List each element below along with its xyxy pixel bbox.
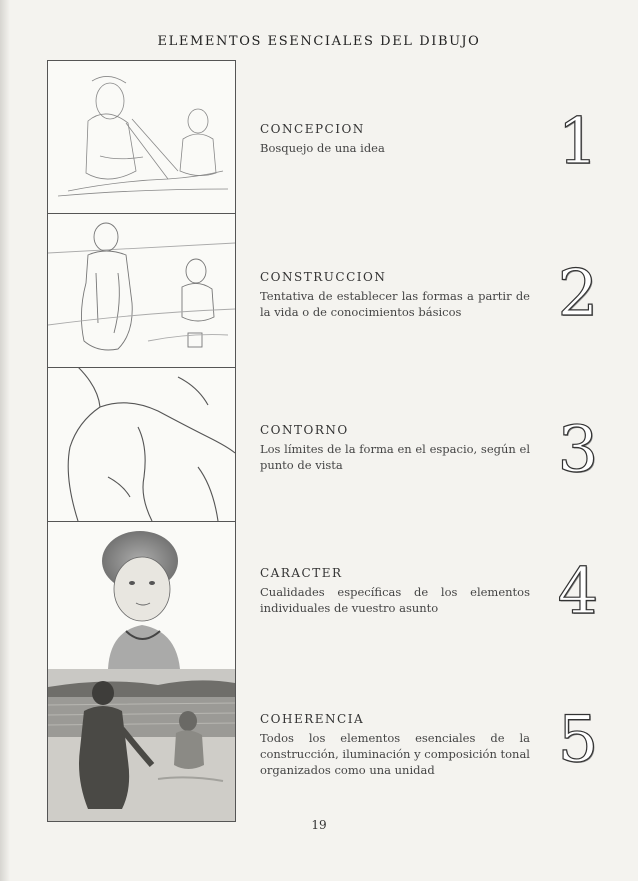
child-portrait-sketch-icon: [48, 521, 235, 669]
page-number: 19: [311, 818, 327, 832]
section-title: COHERENCIA: [260, 712, 365, 726]
section-title: CARACTER: [260, 566, 343, 580]
section-description: Tentativa de establecer las formas a partir de la vida o de conocimientos básicos: [260, 289, 530, 319]
illustration-coherencia: [48, 669, 235, 821]
section-coherencia: [260, 712, 540, 778]
numeral-2: 2: [557, 257, 599, 331]
finished-beach-scene-icon: [48, 669, 235, 821]
section-caracter: [260, 566, 540, 616]
section-construccion: [260, 270, 540, 320]
section-title: CONTORNO: [260, 423, 349, 437]
illustration-caracter: [48, 521, 235, 670]
numeral-5: 5: [557, 703, 599, 777]
numeral-3: 3: [557, 413, 599, 487]
section-concepcion: [260, 122, 540, 156]
section-contorno: [260, 423, 540, 473]
illustration-contorno: [48, 367, 235, 522]
numeral-1: 1: [557, 105, 599, 179]
section-description: Cualidades específicas de los elementos individuales de vuestro asunto: [260, 585, 530, 615]
section-description: Bosquejo de una idea: [260, 141, 385, 155]
contour-drawing-back-icon: [48, 367, 235, 521]
numeral-4: 4: [557, 555, 599, 629]
illustration-strip: [47, 60, 236, 822]
section-description: Todos los elementos esenciales de la construcción, iluminación y composición tonal organizados como una unidad: [260, 731, 530, 777]
page-title: ELEMENTOS ESENCIALES DEL DIBUJO: [157, 34, 481, 49]
section-description: Los límites de la forma en el espacio, según el punto de vista: [260, 442, 530, 472]
page-edge-shadow: [0, 0, 10, 881]
rough-sketch-figures-icon: [48, 61, 235, 213]
illustration-concepcion: [48, 61, 235, 214]
illustration-construccion: [48, 213, 235, 368]
section-title: CONSTRUCCION: [260, 270, 387, 284]
construction-sketch-figures-icon: [48, 213, 235, 367]
section-title: CONCEPCION: [260, 122, 365, 136]
